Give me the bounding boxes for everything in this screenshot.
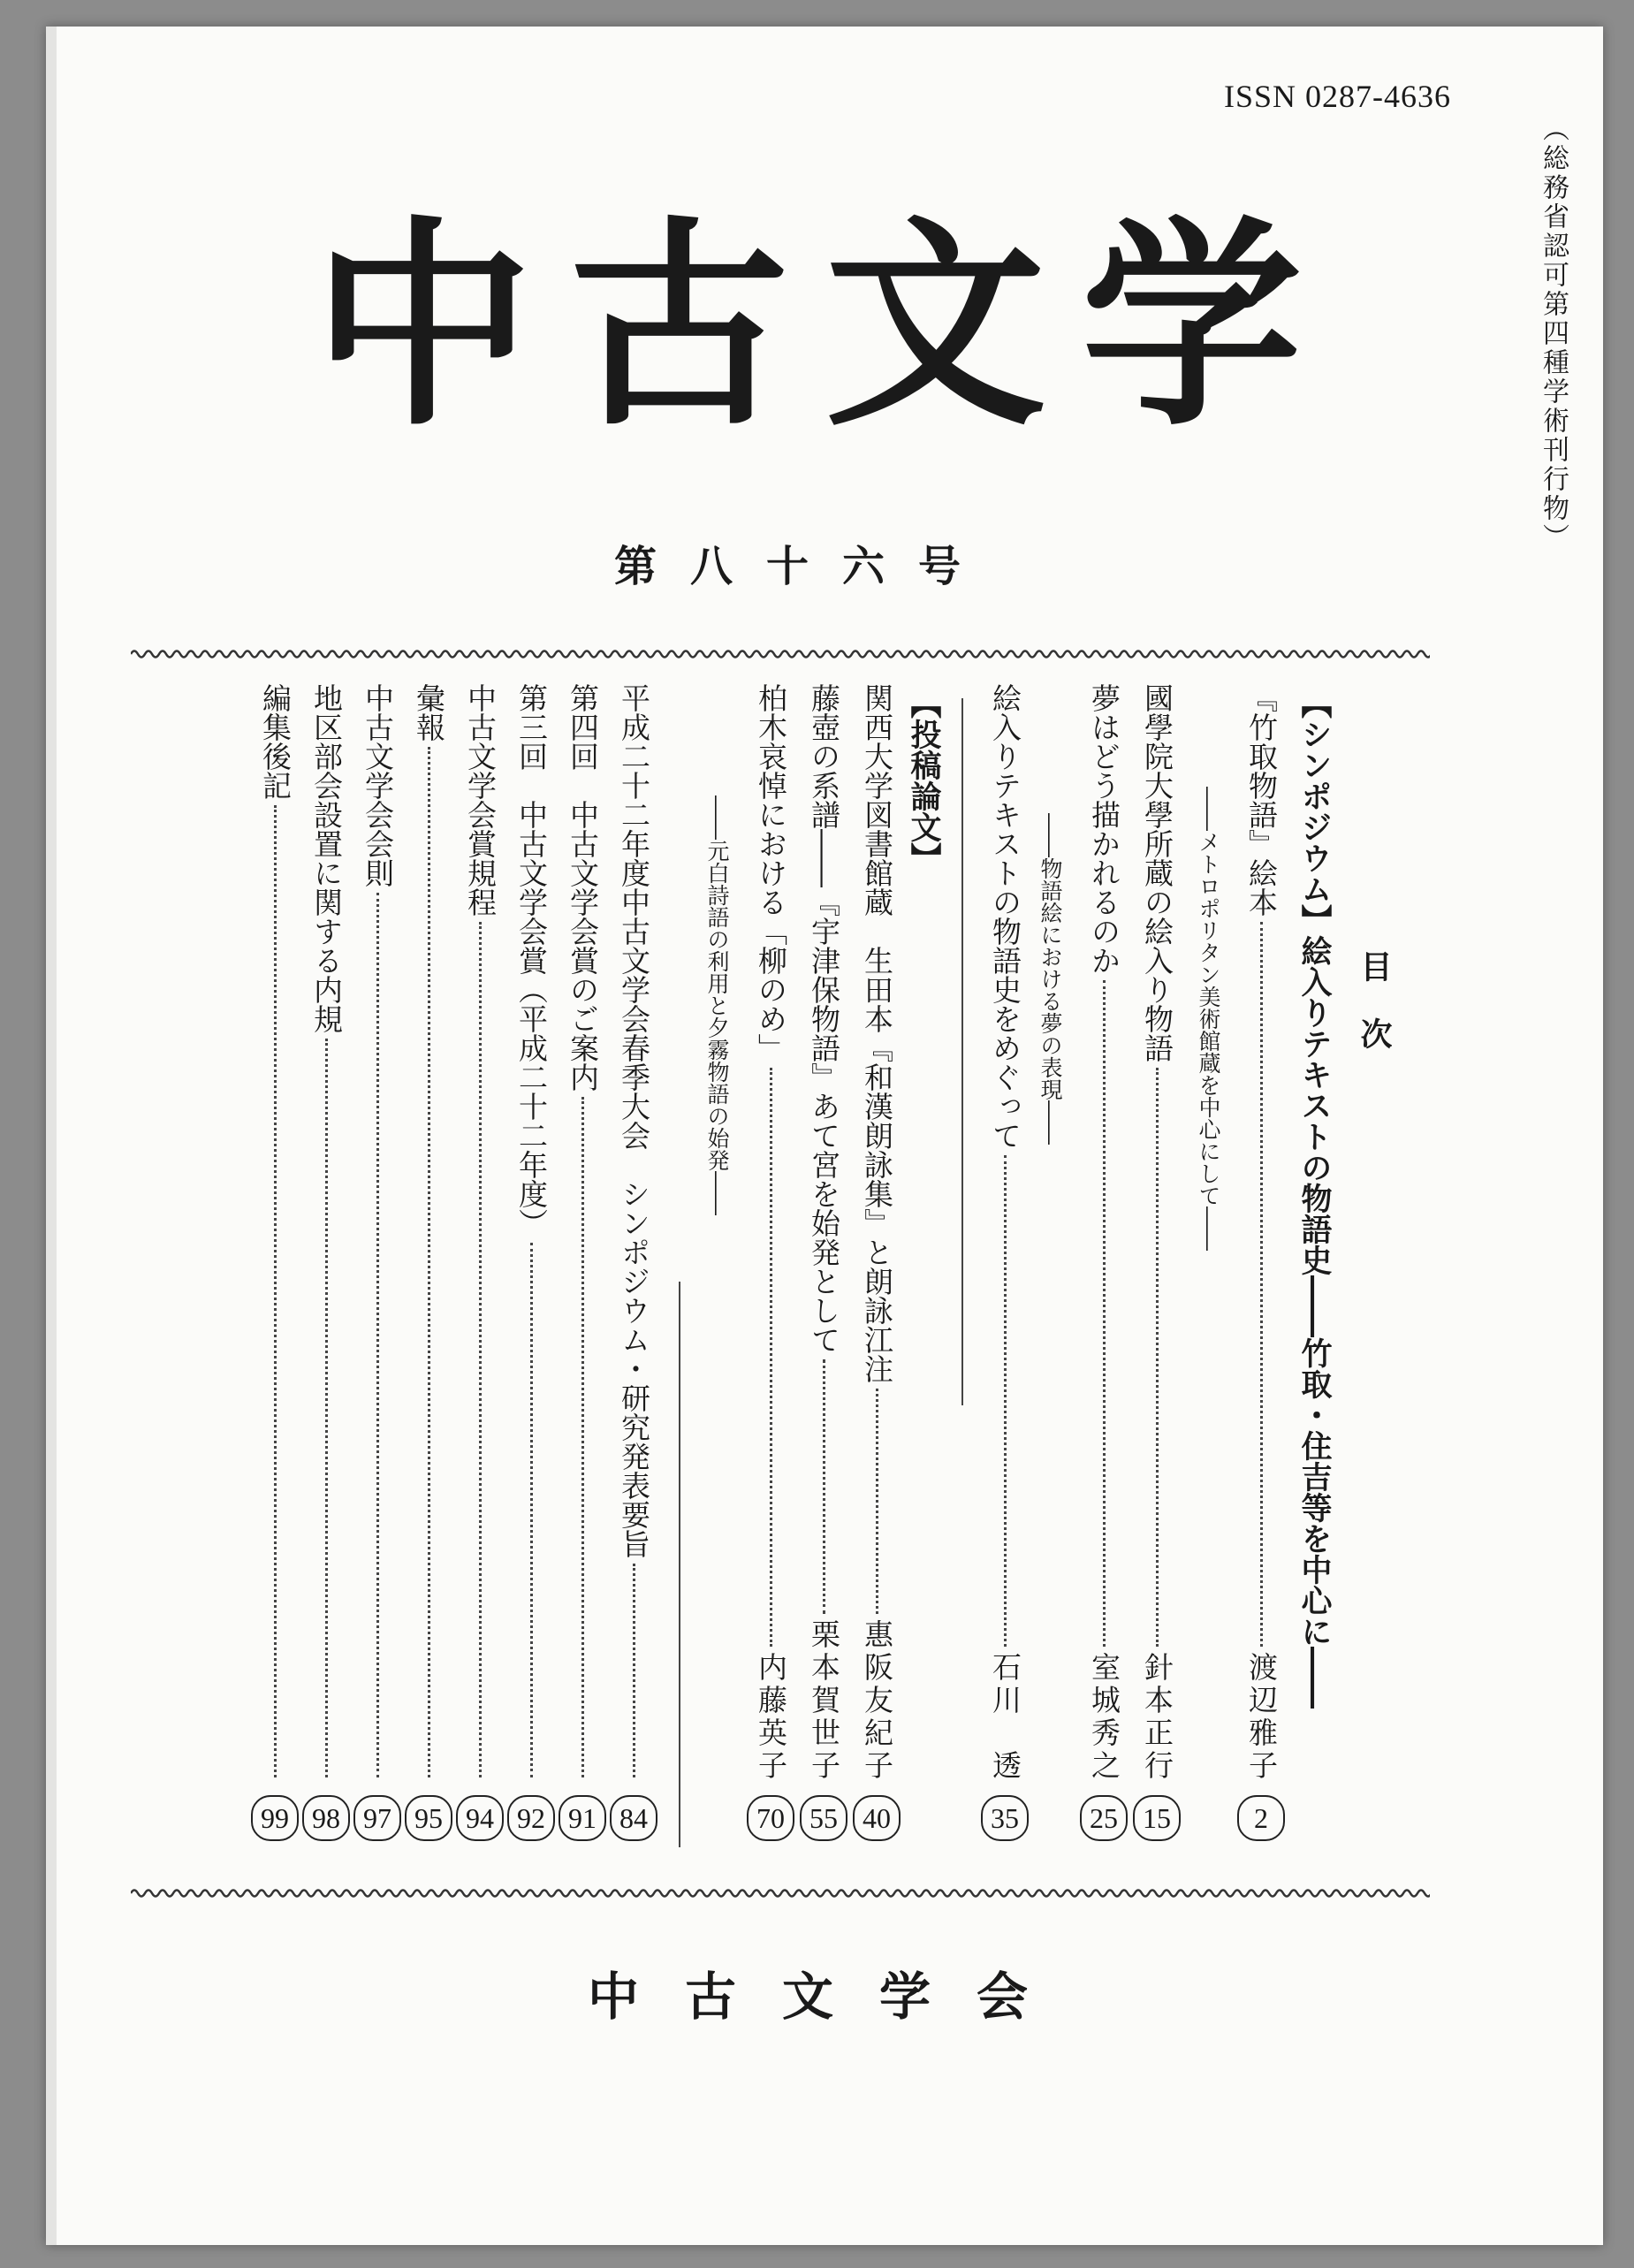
symposium-label: 【シンポジウム】	[1296, 688, 1333, 935]
entry-author: 渡辺雅子	[1244, 1652, 1279, 1783]
entry-page: 35	[981, 1795, 1029, 1841]
toc-entry[interactable]	[1237, 683, 1285, 1841]
entry-title: 関西大学図書館蔵 生田本『和漢朗詠集』と朗詠江注	[860, 683, 894, 1383]
entry-title: 藤壺の系譜――『宇津保物語』あて宮を始発として	[807, 683, 841, 1354]
entry-title: 絵入りテキストの物語史をめぐって	[988, 683, 1022, 1150]
entry-title: 中古文学会会則	[361, 683, 395, 887]
toc-entry[interactable]	[507, 683, 555, 1841]
entry-page: 55	[800, 1795, 847, 1841]
toc-entry[interactable]	[747, 683, 794, 1841]
section-rule	[961, 698, 963, 1405]
entry-title: 編集後記	[258, 683, 293, 800]
toc-entry[interactable]	[353, 683, 401, 1841]
entry-page: 97	[353, 1795, 401, 1841]
entry-title: 夢はどう描かれるのか	[1087, 683, 1121, 975]
entry-title: 第四回 中古文学会賞のご案内	[566, 683, 600, 1092]
symposium-heading	[1292, 688, 1336, 1709]
entry-page: 99	[251, 1795, 299, 1841]
entry-page: 2	[1237, 1795, 1285, 1841]
entry-title: 『竹取物語』絵本	[1244, 683, 1279, 917]
entry-title: 中古文学会賞規程	[463, 683, 498, 917]
permit-note: （総務省認可第四種学術刊行物）	[1538, 115, 1569, 552]
entry-title: 國學院大學所蔵の絵入り物語	[1140, 683, 1174, 1062]
symposium-theme: 絵入りテキストの物語史――竹取・住吉等を中心に――	[1296, 935, 1333, 1709]
publisher-name: 中古文学会	[587, 1967, 1074, 2027]
entry-title: 地区部会設置に関する内規	[309, 683, 344, 1033]
entry-page: 92	[507, 1795, 555, 1841]
entry-subtitle: ――物語絵における夢の表現――	[1037, 813, 1063, 1145]
entry-author: 石川 透	[988, 1652, 1022, 1783]
entry-page: 84	[610, 1795, 657, 1841]
toc-entry[interactable]	[800, 683, 847, 1841]
entry-subtitle: ――元白詩語の利用と夕霧物語の始発――	[704, 795, 730, 1215]
entry-subtitle: ――メトロポリタン美術館蔵を中心にして――	[1196, 787, 1221, 1251]
entry-page: 25	[1080, 1795, 1128, 1841]
toc-entry[interactable]	[251, 683, 299, 1841]
entry-page: 70	[747, 1795, 794, 1841]
toc-entry[interactable]	[302, 683, 350, 1841]
entry-author: 針本正行	[1140, 1652, 1174, 1783]
entry-page: 91	[559, 1795, 606, 1841]
issn-label: ISSN 0287-4636	[1223, 79, 1451, 114]
entry-page: 40	[853, 1795, 901, 1841]
entry-title: 第三回 中古文学会賞（平成二十二年度）	[514, 683, 549, 1237]
entry-page: 98	[302, 1795, 350, 1841]
contrib-heading: 【投稿論文】	[906, 688, 942, 873]
issue-number: 第八十六号	[613, 542, 994, 591]
journal-title: 中古文学	[312, 195, 1338, 455]
entry-author: 室城秀之	[1087, 1652, 1121, 1783]
entry-title: 彙報	[412, 683, 446, 742]
entry-title: 平成二十二年度中古文学会春季大会 シンポジウム・研究発表要旨	[617, 683, 651, 1558]
entry-author: 栗本賀世子	[807, 1619, 841, 1783]
entry-author: 内藤英子	[754, 1652, 788, 1783]
toc-entry[interactable]	[1080, 683, 1128, 1841]
toc-entry[interactable]	[610, 683, 657, 1841]
toc-entry[interactable]	[559, 683, 606, 1841]
entry-author: 惠阪友紀子	[860, 1619, 894, 1783]
toc-heading: 目次	[1356, 950, 1393, 1085]
section-rule	[679, 1282, 680, 1847]
entry-title: 柏木哀悼における「柳のめ」	[754, 683, 788, 1062]
toc-entry[interactable]	[981, 683, 1029, 1841]
entry-page: 15	[1133, 1795, 1181, 1841]
toc-entry[interactable]	[853, 683, 901, 1841]
toc-entry[interactable]	[1133, 683, 1181, 1841]
toc-entry[interactable]	[456, 683, 504, 1841]
toc-entry[interactable]	[405, 683, 452, 1841]
entry-page: 94	[456, 1795, 504, 1841]
entry-page: 95	[405, 1795, 452, 1841]
